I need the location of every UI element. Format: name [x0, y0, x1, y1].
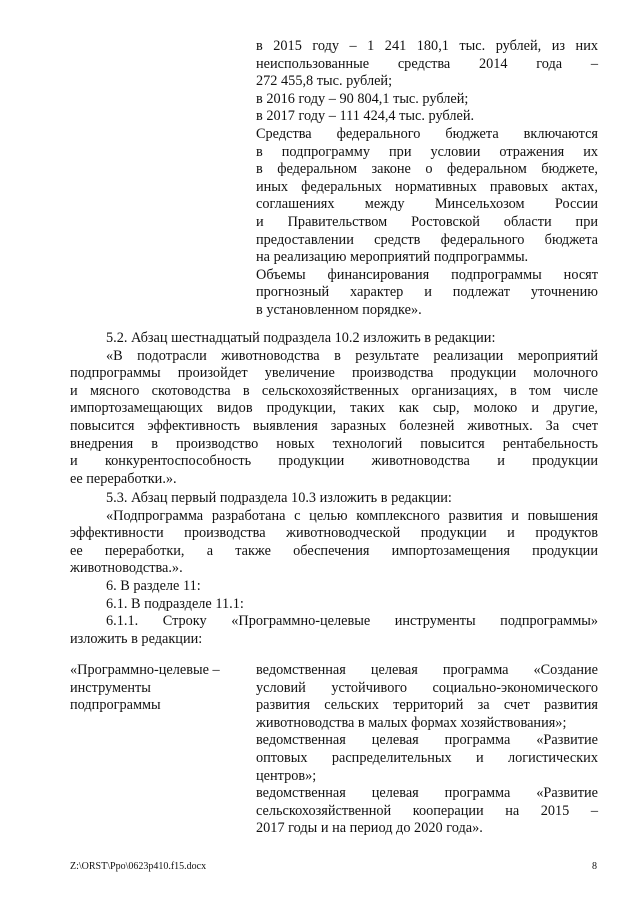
text-line: сельскохозяйственной кооперации на 2015 – [256, 802, 598, 819]
footer-file-path: Z:\ORST\Ppo\0623p410.f15.docx [70, 861, 207, 872]
text-line: импортозамещающих видов продукции, таких как сыр, молоко и другие, [70, 400, 598, 417]
text-line: 272 455,8 тыс. рублей; [256, 73, 393, 90]
text-line: соглашениях между Минсельхозом России [256, 196, 598, 213]
funding-2016: в 2016 году – 90 804,1 тыс. рублей; [256, 90, 469, 107]
text-line: оптовых распределительных и логистических [256, 749, 598, 766]
text-line: в 2015 году – 1 241 180,1 тыс. рублей, из них [256, 38, 598, 54]
text-line: внедрения в производство новых технологий повысится рентабельность [70, 435, 598, 452]
text-line: в федеральном законе о федеральном бюджете, [256, 161, 598, 178]
funding-text [256, 38, 598, 320]
text-line: ведомственная целевая программа «Развитие [256, 732, 598, 749]
funding-2017: в 2017 году – 111 424,4 тыс. рублей. [256, 108, 475, 125]
text-line: в установленном порядке». [256, 301, 422, 318]
section-heading: 6. В разделе 11: [106, 578, 201, 594]
text-line: и мясного скотоводства в сельскохозяйственных организациях, в том числе [70, 382, 598, 399]
text-line: развития сельских территорий за счет развития [256, 697, 598, 714]
text-line: подпрограммы [70, 697, 161, 714]
text-line: животноводства.». [70, 560, 183, 577]
text-line: и Правительством Ростовской области при [256, 213, 598, 230]
text-line: изложить в редакции: [70, 630, 203, 647]
text-line: подпрограммы произойдет увеличение производства продукции молочного [70, 365, 598, 382]
text-line: Средства федерального бюджета включаются [256, 125, 598, 142]
subsection-heading: 6.1. В подразделе 11.1: [106, 595, 244, 612]
text-line: условий устойчивого социально-экономического [256, 679, 598, 696]
text-line: «Подпрограмма разработана с целью комплексного развития и повышения [106, 507, 598, 524]
text-line: «Программно-целевые – [70, 662, 220, 678]
text-line: эффективности производства животноводческой продукции и продуктов [70, 525, 598, 542]
text-line: 6.1.1. Строку «Программно-целевые инструменты подпрограммы» [106, 613, 598, 630]
text-line: в подпрограмму при условии отражения их [256, 143, 598, 160]
text-line: Объемы финансирования подпрограммы носят [256, 266, 598, 283]
text-line: ведомственная целевая программа «Развитие [256, 785, 598, 802]
text-line: неиспользованные средства 2014 года – [256, 55, 598, 72]
text-line: иных федеральных нормативных правовых актах, [256, 178, 598, 195]
section-5-2 [70, 330, 598, 488]
text-line: на реализацию мероприятий подпрограммы. [256, 249, 529, 266]
text-line: центров»; [256, 767, 317, 784]
text-line: прогнозный характер и подлежат уточнению [256, 284, 598, 301]
section-6 [70, 578, 598, 648]
section-5-3 [70, 490, 598, 578]
text-line: ведомственная целевая программа «Создание [256, 662, 598, 678]
text-line: повысится эффективность выявления заразных болезней животных. За счет [70, 417, 598, 434]
text-line: ее переработки.». [70, 470, 177, 487]
section-heading: 5.2. Абзац шестнадцатый подраздела 10.2 изложить в редакции: [106, 330, 496, 346]
text-line: животноводства в малых формах хозяйствования»; [256, 714, 567, 731]
table-right-items [256, 662, 598, 838]
text-line: ее переработки, а также обеспечения импортозамещения продукции [70, 542, 598, 559]
section-heading: 5.3. Абзац первый подраздела 10.3 изложить в редакции: [106, 490, 452, 506]
page-number: 8 [592, 861, 597, 872]
text-line: и конкурентоспособность продукции животноводства и продукции [70, 453, 598, 470]
table-left-label [70, 662, 250, 715]
text-line: предоставлении средств федерального бюджета [256, 231, 598, 248]
text-line: 2017 годы и на период до 2020 года». [256, 820, 483, 837]
text-line: «В подотрасли животноводства в результате реализации мероприятий [106, 347, 598, 364]
text-line: инструменты [70, 679, 151, 696]
